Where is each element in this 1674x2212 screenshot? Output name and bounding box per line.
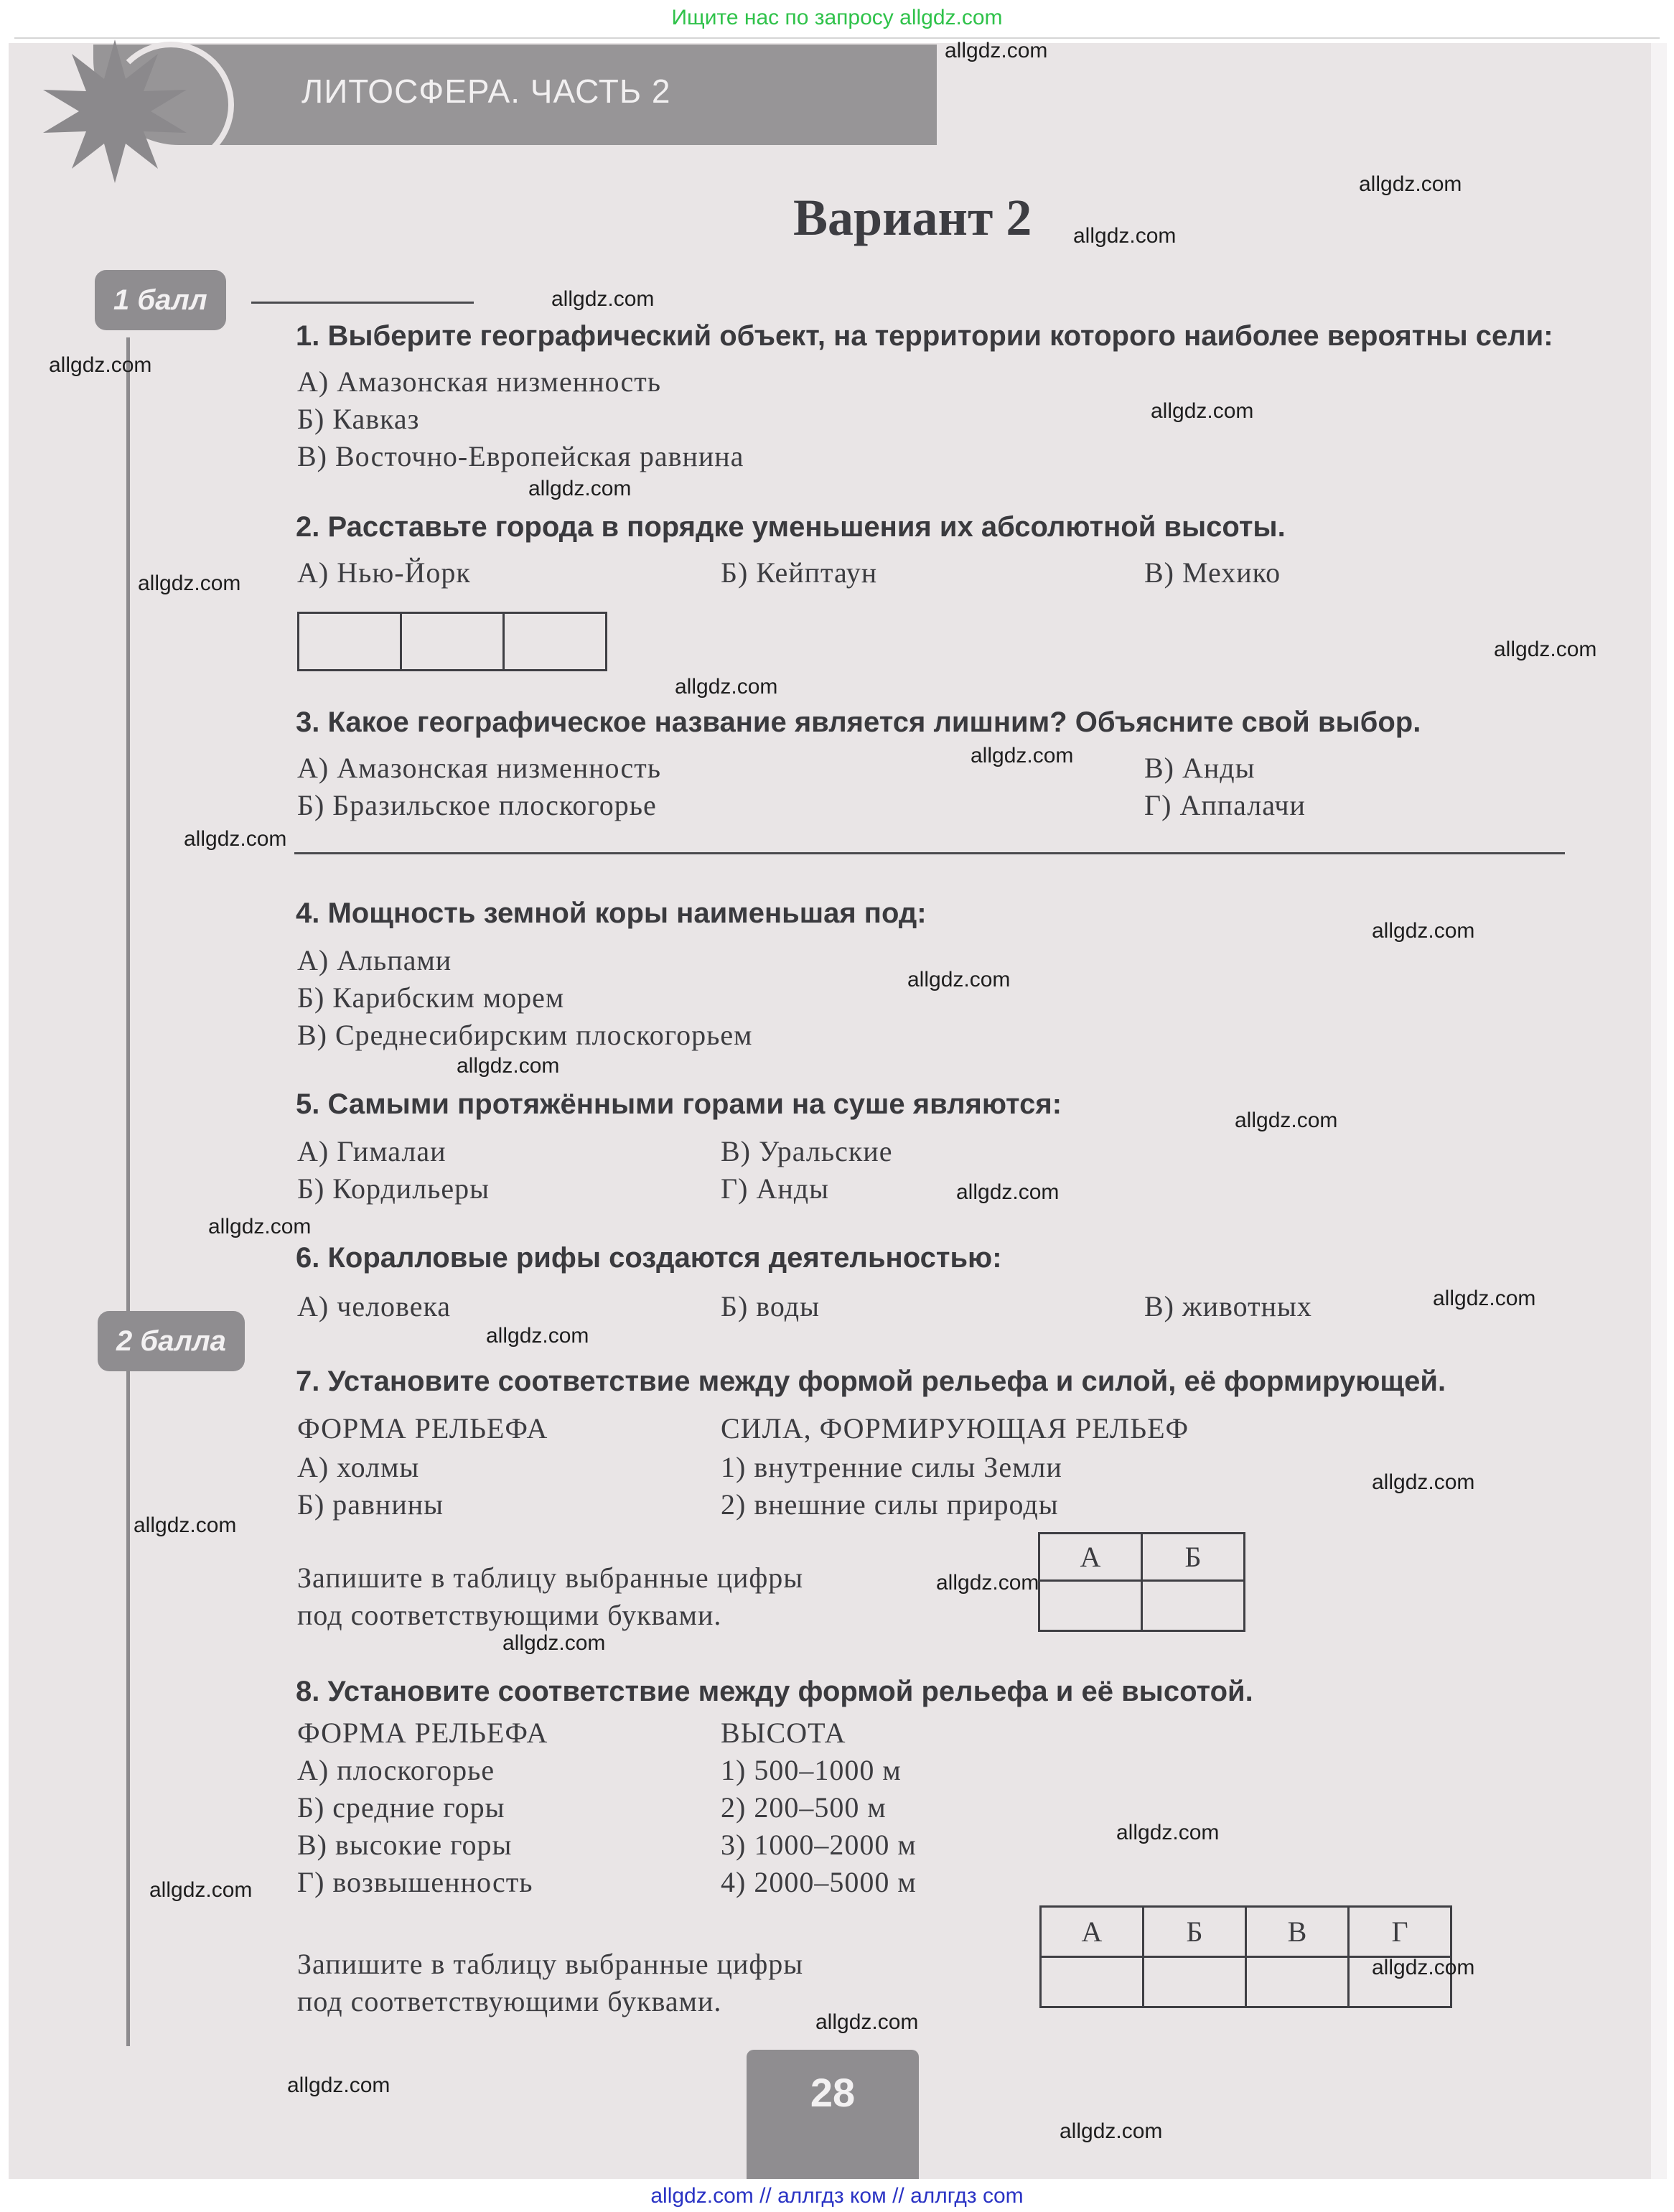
watermark: allgdz.com <box>1372 1956 1475 1979</box>
q5-option-c: В) Уральские <box>721 1135 893 1167</box>
q8-col-left-header: ФОРМА РЕЛЬЕФА <box>297 1717 548 1749</box>
answer-cell[interactable] <box>1041 1957 1144 2007</box>
question-7: 7. Установите соответствие между формой рельефа и силой, её формирующей. <box>296 1366 1446 1397</box>
watermark: allgdz.com <box>1235 1109 1338 1132</box>
score-tab-2-points: 2 балла <box>98 1311 245 1371</box>
q3-option-c: В) Анды <box>1144 752 1256 784</box>
q7-right-1: 1) внутренние силы Земли <box>721 1451 1062 1483</box>
watermark: allgdz.com <box>551 287 655 311</box>
top-divider <box>14 37 1660 39</box>
q4-option-c: В) Среднесибирским плоскогорьем <box>297 1019 753 1051</box>
score-tab-1-point: 1 балл <box>95 270 226 330</box>
q5-option-a: А) Гималаи <box>297 1135 446 1167</box>
q8-left-b: Б) средние горы <box>297 1791 505 1824</box>
q1-option-c: В) Восточно-Европейская равнина <box>297 440 744 472</box>
watermark: allgdz.com <box>1060 2119 1163 2143</box>
watermark: allgdz.com <box>1494 638 1597 661</box>
watermark: allgdz.com <box>184 827 287 851</box>
watermark: allgdz.com <box>815 2010 919 2034</box>
question-4: 4. Мощность земной коры наименьшая под: <box>296 897 927 929</box>
q8-left-d: Г) возвышенность <box>297 1866 533 1898</box>
q7-left-b: Б) равнины <box>297 1488 444 1521</box>
q5-option-d: Г) Анды <box>721 1172 829 1205</box>
watermark: allgdz.com <box>1116 1821 1220 1844</box>
q8-right-3: 3) 1000–2000 м <box>721 1829 917 1861</box>
q7-col-left-header: ФОРМА РЕЛЬЕФА <box>297 1412 548 1445</box>
q8-right-4: 4) 2000–5000 м <box>721 1866 917 1898</box>
answer-cell[interactable] <box>1246 1957 1349 2007</box>
top-banner[interactable]: Ищите нас по запросу allgdz.com <box>671 6 1003 29</box>
q6-option-c: В) животных <box>1144 1290 1312 1322</box>
q3-option-a: А) Амазонская низменность <box>297 752 661 784</box>
q6-option-b: Б) воды <box>721 1290 820 1322</box>
q1-option-b: Б) Кавказ <box>297 403 420 435</box>
watermark: allgdz.com <box>287 2073 391 2097</box>
table-header-b: Б <box>1142 1534 1245 1581</box>
watermark: allgdz.com <box>936 1571 1039 1595</box>
question-5: 5. Самыми протяжёнными горами на суше являются: <box>296 1088 1062 1120</box>
page-number: 28 <box>747 2050 919 2179</box>
q8-col-right-header: ВЫСОТА <box>721 1717 846 1749</box>
q8-instruction-line-1: Запишите в таблицу выбранные цифры <box>297 1948 804 1980</box>
table-header-v: В <box>1246 1907 1349 1957</box>
watermark: allgdz.com <box>134 1513 237 1537</box>
q8-right-1: 1) 500–1000 м <box>721 1754 902 1786</box>
watermark: allgdz.com <box>49 353 152 377</box>
watermark: allgdz.com <box>1073 224 1177 248</box>
watermark: allgdz.com <box>907 968 1011 991</box>
bottom-banner[interactable]: allgdz.com // аллгдз ком // аллгдз com <box>650 2184 1024 2208</box>
question-6: 6. Коралловые рифы создаются деятельностью: <box>296 1242 1002 1274</box>
answer-cell[interactable] <box>504 613 607 671</box>
watermark: allgdz.com <box>1372 919 1475 943</box>
watermark: allgdz.com <box>945 39 1048 62</box>
answer-cell[interactable] <box>1142 1581 1245 1631</box>
answer-cell[interactable] <box>401 613 504 671</box>
table-header-g: Г <box>1349 1907 1451 1957</box>
q5-option-b: Б) Кордильеры <box>297 1172 490 1205</box>
q8-left-c: В) высокие горы <box>297 1829 513 1861</box>
q6-option-a: А) человека <box>297 1290 452 1322</box>
q3-option-d: Г) Аппалачи <box>1144 789 1306 821</box>
q4-option-b: Б) Карибским морем <box>297 981 565 1014</box>
watermark: allgdz.com <box>486 1324 589 1348</box>
table-header-b: Б <box>1144 1907 1246 1957</box>
watermark: allgdz.com <box>1433 1287 1536 1310</box>
watermark: allgdz.com <box>956 1180 1060 1204</box>
variant-title: Вариант 2 <box>793 189 1032 246</box>
score-underline <box>251 302 474 304</box>
header-swoosh <box>108 42 234 168</box>
q7-col-right-header: СИЛА, ФОРМИРУЮЩАЯ РЕЛЬЕФ <box>721 1412 1189 1445</box>
answer-cell[interactable] <box>299 613 401 671</box>
watermark: allgdz.com <box>457 1054 560 1078</box>
question-2: 2. Расставьте города в порядке уменьшения их абсолютной высоты. <box>296 511 1286 543</box>
q2-option-c: В) Мехико <box>1144 556 1281 589</box>
table-header-a: А <box>1041 1907 1144 1957</box>
q1-option-a: А) Амазонская низменность <box>297 365 661 398</box>
q8-instruction-line-2: под соответствующими буквами. <box>297 1985 722 2017</box>
watermark: allgdz.com <box>208 1215 312 1238</box>
q8-right-2: 2) 200–500 м <box>721 1791 887 1824</box>
q2-option-b: Б) Кейптаун <box>721 556 878 589</box>
q7-answer-table <box>1038 1532 1245 1632</box>
answer-cell[interactable] <box>1039 1581 1142 1631</box>
watermark: allgdz.com <box>971 744 1074 767</box>
q3-answer-line[interactable] <box>294 852 1565 854</box>
watermark: allgdz.com <box>149 1878 253 1902</box>
q3-option-b: Б) Бразильское плоскогорье <box>297 789 657 821</box>
watermark: allgdz.com <box>528 477 632 500</box>
watermark: allgdz.com <box>138 571 241 595</box>
question-8: 8. Установите соответствие между формой рельефа и её высотой. <box>296 1676 1253 1707</box>
table-header-a: А <box>1039 1534 1142 1581</box>
q8-left-a: А) плоскогорье <box>297 1754 495 1786</box>
question-3: 3. Какое географическое название является лишним? Объясните свой выбор. <box>296 706 1421 738</box>
question-1: 1. Выберите географический объект, на территории которого наиболее вероятны сели: <box>296 320 1553 352</box>
watermark: allgdz.com <box>1359 172 1462 196</box>
q7-right-2: 2) внешние силы природы <box>721 1488 1059 1521</box>
margin-line <box>126 337 130 2046</box>
q7-instruction-line-2: под соответствующими буквами. <box>297 1599 722 1631</box>
watermark: allgdz.com <box>1372 1470 1475 1494</box>
q4-option-a: А) Альпами <box>297 944 452 976</box>
q7-instruction-line-1: Запишите в таблицу выбранные цифры <box>297 1562 804 1594</box>
watermark: allgdz.com <box>1151 399 1254 423</box>
q7-left-a: А) холмы <box>297 1451 420 1483</box>
answer-cell[interactable] <box>1144 1957 1246 2007</box>
watermark: allgdz.com <box>675 675 778 699</box>
section-title: ЛИТОСФЕРА. ЧАСТЬ 2 <box>301 73 671 110</box>
watermark: allgdz.com <box>502 1631 606 1655</box>
page-edge <box>1651 43 1667 2179</box>
q2-option-a: А) Нью-Йорк <box>297 556 471 589</box>
q2-answer-table <box>297 612 607 671</box>
